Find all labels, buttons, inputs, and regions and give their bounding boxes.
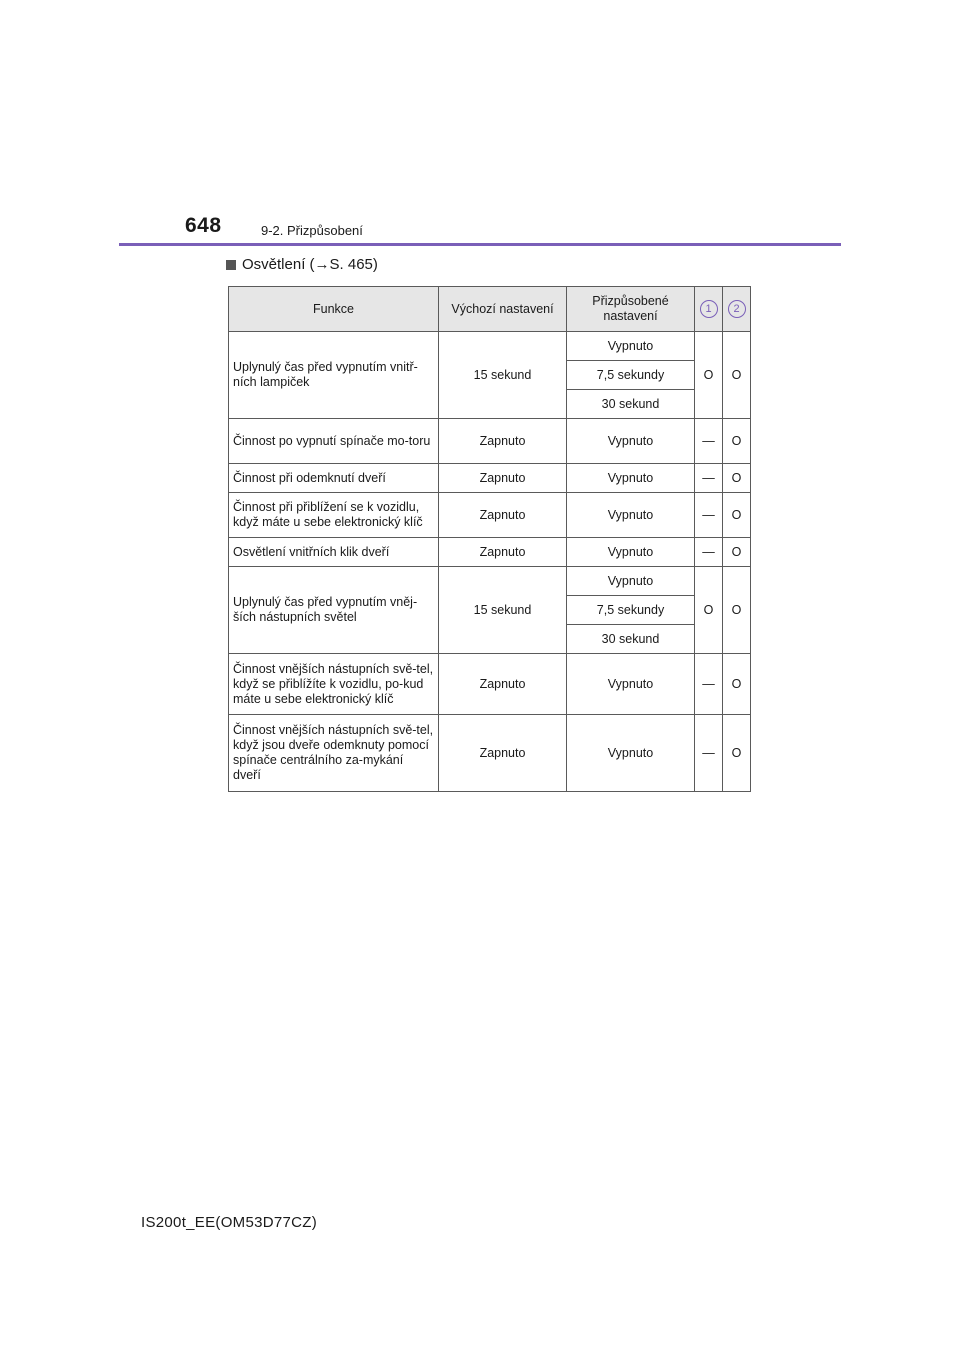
cell-option: Vypnuto — [567, 654, 695, 715]
square-bullet-icon — [226, 260, 236, 270]
cell-option: 7,5 sekundy — [567, 596, 695, 625]
table-row — [229, 567, 751, 596]
table-row — [229, 654, 751, 715]
cell-col2: O — [723, 464, 751, 493]
cell-col2: O — [723, 654, 751, 715]
cell-function: Uplynulý čas před vypnutím vněj-ších nástupních světel — [229, 567, 439, 654]
cell-option: Vypnuto — [567, 464, 695, 493]
cell-col1: — — [695, 464, 723, 493]
cell-option: Vypnuto — [567, 538, 695, 567]
cell-option: Vypnuto — [567, 493, 695, 538]
cell-option: Vypnuto — [567, 332, 695, 361]
cell-default: Zapnuto — [439, 493, 567, 538]
cell-col2: O — [723, 419, 751, 464]
cell-option: Vypnuto — [567, 567, 695, 596]
circled-number-2: 2 — [728, 300, 746, 318]
table-row — [229, 493, 751, 538]
header-function: Funkce — [229, 287, 439, 332]
cell-col2: O — [723, 332, 751, 419]
cell-option: 7,5 sekundy — [567, 361, 695, 390]
cell-default: 15 sekund — [439, 567, 567, 654]
cell-default: Zapnuto — [439, 654, 567, 715]
header-col1 — [695, 287, 723, 332]
page-number: 648 — [185, 214, 222, 237]
cell-default: Zapnuto — [439, 464, 567, 493]
cell-col1: — — [695, 715, 723, 792]
cell-default: Zapnuto — [439, 538, 567, 567]
cell-default: 15 sekund — [439, 332, 567, 419]
header-custom: Přizpůsobené nastavení — [567, 287, 695, 332]
cell-function: Osvětlení vnitřních klik dveří — [229, 538, 439, 567]
cell-function: Činnost při přiblížení se k vozidlu, když máte u sebe elektronický klíč — [229, 493, 439, 538]
cell-col1: — — [695, 493, 723, 538]
cell-col1: O — [695, 332, 723, 419]
footer-code: IS200t_EE(OM53D77CZ) — [141, 1214, 318, 1231]
header-default: Výchozí nastavení — [439, 287, 567, 332]
cell-option: Vypnuto — [567, 419, 695, 464]
cell-col1: — — [695, 654, 723, 715]
header-col2 — [723, 287, 751, 332]
cell-function: Uplynulý čas před vypnutím vnitř-ních lampiček — [229, 332, 439, 419]
header-divider — [119, 243, 841, 246]
section-title: 9-2. Přizpůsobení — [261, 223, 363, 238]
cell-option: 30 sekund — [567, 390, 695, 419]
cell-col2: O — [723, 715, 751, 792]
cell-function: Činnost po vypnutí spínače mo-toru — [229, 419, 439, 464]
cell-col1: — — [695, 419, 723, 464]
table-row — [229, 332, 751, 361]
cell-col1: — — [695, 538, 723, 567]
cell-option: 30 sekund — [567, 625, 695, 654]
cell-function: Činnost vnějších nástupních svě-tel, když se přiblížíte k vozidlu, po-kud máte u sebe elektronický klíč — [229, 654, 439, 715]
cell-default: Zapnuto — [439, 419, 567, 464]
cell-col1: O — [695, 567, 723, 654]
subsection-title: Osvětlení (→S. 465) — [242, 256, 378, 273]
subsection-heading — [226, 256, 378, 273]
table-row — [229, 419, 751, 464]
circled-number-1: 1 — [700, 300, 718, 318]
cell-function: Činnost vnějších nástupních svě-tel, když jsou dveře odemknuty pomocí spínače centrálního za-mykání dveří — [229, 715, 439, 792]
cell-function: Činnost při odemknutí dveří — [229, 464, 439, 493]
table-row — [229, 538, 751, 567]
cell-col2: O — [723, 567, 751, 654]
cell-col2: O — [723, 493, 751, 538]
table-row — [229, 715, 751, 792]
cell-option: Vypnuto — [567, 715, 695, 792]
cell-default: Zapnuto — [439, 715, 567, 792]
table-header-row — [229, 287, 751, 332]
table-row — [229, 464, 751, 493]
settings-table — [228, 286, 751, 792]
cell-col2: O — [723, 538, 751, 567]
